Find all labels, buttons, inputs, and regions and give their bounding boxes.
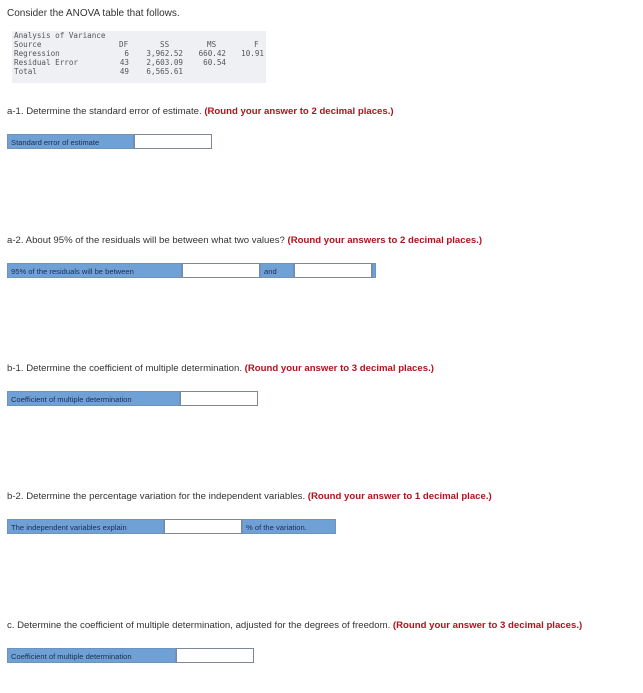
- percentage-variation-input[interactable]: [164, 519, 242, 534]
- independent-variables-label: The independent variables explain: [7, 519, 164, 534]
- and-label: and: [260, 263, 294, 278]
- intro-text: Consider the ANOVA table that follows.: [7, 8, 180, 19]
- adjusted-coefficient-label: Coefficient of multiple determination: [7, 648, 176, 663]
- cell-ss: 6,565.61: [146, 67, 183, 76]
- cell-ss: 2,603.09: [146, 58, 183, 67]
- header-ss: SS: [160, 40, 170, 49]
- anova-table: [12, 31, 266, 83]
- question-a1-hint: (Round your answer to 2 decimal places.): [204, 106, 394, 117]
- adjusted-coefficient-input[interactable]: [176, 648, 254, 663]
- question-b1-text: b-1. Determine the coefficient of multiple determination.: [7, 363, 242, 374]
- question-b1-hint: (Round your answer to 3 decimal places.): [244, 363, 434, 374]
- cell-source: Residual Error: [14, 58, 79, 67]
- question-a1: [7, 106, 394, 117]
- cell-df: 6: [124, 49, 129, 58]
- coefficient-input[interactable]: [180, 391, 258, 406]
- header-f: F: [254, 40, 259, 49]
- residuals-lower-input[interactable]: [182, 263, 260, 278]
- standard-error-label: Standard error of estimate: [7, 134, 134, 149]
- question-c-text: c. Determine the coefficient of multiple determination, adjusted for the degrees of freedom.: [7, 620, 391, 631]
- question-b2-hint: (Round your answer to 1 decimal place.): [307, 491, 492, 502]
- cell-source: Total: [14, 67, 37, 76]
- cell-ss: 3,962.52: [146, 49, 183, 58]
- cell-ms: 660.42: [198, 49, 226, 58]
- question-a2-text: a-2. About 95% of the residuals will be between what two values?: [7, 235, 285, 246]
- question-c-hint: (Round your answer to 3 decimal places.): [392, 620, 583, 631]
- question-b2: [7, 491, 492, 502]
- header-source: Source: [14, 40, 42, 49]
- variation-suffix-label: % of the variation.: [242, 519, 336, 534]
- header-ms: MS: [207, 40, 217, 49]
- cell-f: 10.91: [241, 49, 264, 58]
- question-b1: [7, 363, 434, 374]
- row-end-cell: [372, 263, 376, 278]
- question-a1-text: a-1. Determine the standard error of estimate.: [7, 106, 202, 117]
- header-df: DF: [119, 40, 129, 49]
- coefficient-label: Coefficient of multiple determination: [7, 391, 180, 406]
- anova-row-total: [14, 67, 264, 77]
- residuals-range-label: 95% of the residuals will be between: [7, 263, 182, 278]
- cell-df: 49: [119, 67, 129, 76]
- question-b2-text: b-2. Determine the percentage variation for the independent variables.: [7, 491, 306, 502]
- cell-df: 43: [119, 58, 129, 67]
- cell-source: Regression: [14, 49, 60, 58]
- question-c: [7, 620, 582, 631]
- cell-ms: 60.54: [203, 58, 226, 67]
- question-a2-hint: (Round your answers to 2 decimal places.): [287, 235, 483, 246]
- residuals-upper-input[interactable]: [294, 263, 372, 278]
- anova-title: Analysis of Variance: [14, 31, 106, 40]
- standard-error-input[interactable]: [134, 134, 212, 149]
- question-a2: [7, 235, 482, 246]
